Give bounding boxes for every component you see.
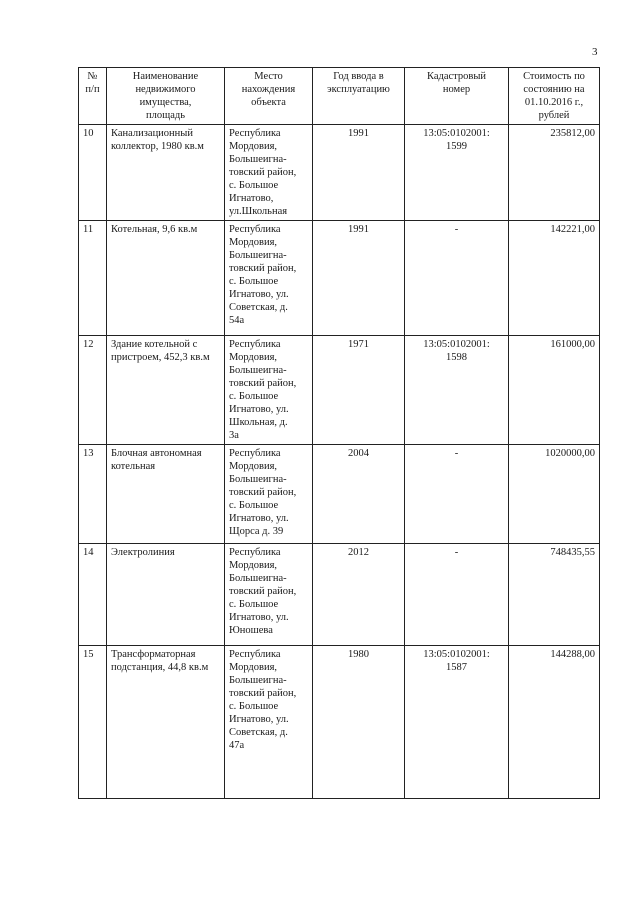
property-table — [78, 67, 600, 799]
cell-year: 1980 — [313, 646, 405, 799]
cell-location: Республика Мордовия, Большеигна- товский район, с. Большое Игнатово, ул. Советская, д. 47а — [225, 646, 313, 799]
cell-number: 12 — [79, 336, 107, 445]
table-row — [79, 221, 600, 336]
cell-cost: 142221,00 — [509, 221, 600, 336]
cell-cadastral: 13:05:0102001: 1587 — [405, 646, 509, 799]
cell-name: Котельная, 9,6 кв.м — [107, 221, 225, 336]
cell-cadastral: - — [405, 544, 509, 646]
cell-cost: 161000,00 — [509, 336, 600, 445]
header-location: Место нахождения объекта — [225, 68, 313, 125]
table-row — [79, 445, 600, 544]
cell-name: Здание котельной с пристроем, 452,3 кв.м — [107, 336, 225, 445]
cell-year: 2012 — [313, 544, 405, 646]
cell-name: Блочная автономная котельная — [107, 445, 225, 544]
cell-location: Республика Мордовия, Большеигна- товский район, с. Большое Игнатово, ул. Юношева — [225, 544, 313, 646]
cell-cadastral: 13:05:0102001: 1598 — [405, 336, 509, 445]
cell-cost: 748435,55 — [509, 544, 600, 646]
table-row — [79, 336, 600, 445]
cell-cadastral: - — [405, 221, 509, 336]
table-row — [79, 646, 600, 799]
cell-location: Республика Мордовия, Большеигна- товский район, с. Большое Игнатово, ул. Щорса д. 39 — [225, 445, 313, 544]
cell-number: 13 — [79, 445, 107, 544]
cell-name: Трансформаторная подстанция, 44,8 кв.м — [107, 646, 225, 799]
table-row — [79, 125, 600, 221]
header-number: № п/п — [79, 68, 107, 125]
cell-cost: 235812,00 — [509, 125, 600, 221]
header-name: Наименование недвижимого имущества, площадь — [107, 68, 225, 125]
cell-cadastral: 13:05:0102001: 1599 — [405, 125, 509, 221]
cell-number: 14 — [79, 544, 107, 646]
cell-location: Республика Мордовия, Большеигна- товский район, с. Большое Игнатово, ул.Школьная — [225, 125, 313, 221]
page-number: 3 — [592, 46, 598, 58]
table-row — [79, 544, 600, 646]
cell-cost: 1020000,00 — [509, 445, 600, 544]
cell-name: Канализационный коллектор, 1980 кв.м — [107, 125, 225, 221]
header-cost: Стоимость по состоянию на 01.10.2016 г., рублей — [509, 68, 600, 125]
header-year: Год ввода в эксплуатацию — [313, 68, 405, 125]
cell-number: 10 — [79, 125, 107, 221]
table-header-row — [79, 68, 600, 125]
cell-location: Республика Мордовия, Большеигна- товский район, с. Большое Игнатово, ул. Советская, д. 54а — [225, 221, 313, 336]
cell-name: Электролиния — [107, 544, 225, 646]
cell-year: 2004 — [313, 445, 405, 544]
cell-location: Республика Мордовия, Большеигна- товский район, с. Большое Игнатово, ул. Школьная, д. 3а — [225, 336, 313, 445]
cell-year: 1971 — [313, 336, 405, 445]
header-cadastral: Кадастровый номер — [405, 68, 509, 125]
cell-cadastral: - — [405, 445, 509, 544]
cell-number: 15 — [79, 646, 107, 799]
cell-year: 1991 — [313, 125, 405, 221]
cell-number: 11 — [79, 221, 107, 336]
cell-year: 1991 — [313, 221, 405, 336]
cell-cost: 144288,00 — [509, 646, 600, 799]
